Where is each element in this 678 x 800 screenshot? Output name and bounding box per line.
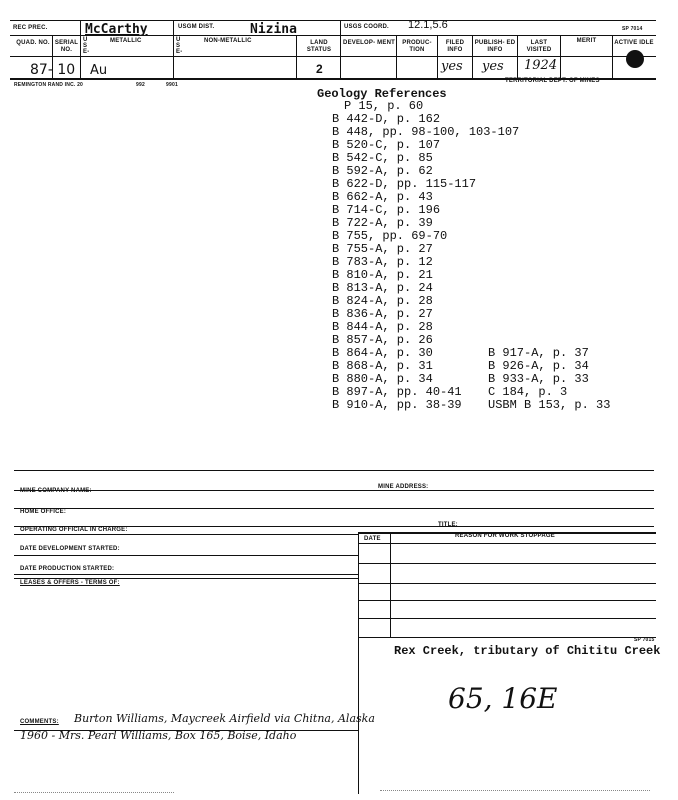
reference-item: B 813-A, p. 24 <box>332 281 433 295</box>
reference-item: B 442-D, p. 162 <box>332 112 441 126</box>
reference-item: B 868-A, p. 31 <box>332 359 433 373</box>
reference-item: C 184, p. 3 <box>488 385 568 399</box>
usgs-coord-value: 12.1,5.6 <box>408 19 448 31</box>
reference-item: B 844-A, p. 28 <box>332 320 433 334</box>
reason-work-stoppage-label: REASON FOR WORK STOPPAGE <box>455 533 555 539</box>
reference-item: B 933-A, p. 33 <box>488 372 589 386</box>
handwritten-reference: 65, 16E <box>448 682 558 715</box>
printer-label: REMINGTON RAND INC. 20 <box>14 82 84 88</box>
active-dot <box>626 50 644 68</box>
printer-code-2: 9901 <box>166 82 178 88</box>
non-metallic-use-prefix: U S E- <box>176 37 183 55</box>
printer-code-1: 992 <box>136 82 145 88</box>
quad-no-label: QUAD. NO. <box>16 40 50 46</box>
reference-item: B 910-A, pp. 38-39 <box>332 398 462 412</box>
reference-item: B 520-C, p. 107 <box>332 138 441 152</box>
last-visited-value: 1924 <box>524 58 558 73</box>
reference-item: B 926-A, p. 34 <box>488 359 589 373</box>
reference-item: B 622-D, pp. 115-117 <box>332 177 477 191</box>
published-info-label: PUBLISH- ED INFO <box>474 40 516 53</box>
references-title: Geology References <box>317 87 447 101</box>
filed-info-value: yes <box>441 59 463 74</box>
reference-item: P 15, p. 60 <box>344 99 424 113</box>
reference-item: B 755, pp. 69-70 <box>332 229 448 243</box>
reference-item: B 542-C, p. 85 <box>332 151 433 165</box>
production-label: PRODUC- TION <box>402 40 432 53</box>
metallic-label: METALLIC <box>110 38 142 44</box>
merit-label: MERIT <box>576 38 597 44</box>
usgs-coord-label: USGS COORD. <box>344 24 389 30</box>
home-office-label: HOME OFFICE: <box>20 509 67 515</box>
dept-label: TERRITORIAL DEPT. OF MINES <box>505 78 600 84</box>
published-info-value: yes <box>482 59 504 74</box>
form-number-bottom: SP 7015 <box>634 637 655 643</box>
title-label: TITLE: <box>438 522 458 528</box>
reference-item: USBM B 153, p. 33 <box>488 398 611 412</box>
usgm-dist-value: Nizina <box>250 22 297 37</box>
rec-prec-value: McCarthy <box>85 22 148 37</box>
quad-serial-value: 87- 10 <box>30 62 76 78</box>
mine-company-name-label: MINE COMPANY NAME: <box>20 488 92 494</box>
date-column-label: DATE <box>364 536 381 542</box>
reference-item: B 783-A, p. 12 <box>332 255 433 269</box>
form-number-top: SP 7014 <box>622 26 643 32</box>
date-development-started-label: DATE DEVELOPMENT STARTED: <box>20 546 120 552</box>
location-text: Rex Creek, tributary of Chititu Creek <box>394 644 661 658</box>
rec-prec-label: REC PREC. <box>13 25 48 31</box>
mine-address-label: MINE ADDRESS: <box>378 484 429 490</box>
reference-item: B 662-A, p. 43 <box>332 190 433 204</box>
filed-info-label: FILED INFO <box>445 40 465 53</box>
reference-item: B 897-A, pp. 40-41 <box>332 385 462 399</box>
usgm-dist-label: USGM DIST. <box>178 24 215 30</box>
active-idle-label: ACTIVE IDLE <box>614 40 654 46</box>
reference-item: B 836-A, p. 27 <box>332 307 433 321</box>
non-metallic-label: NON-METALLIC <box>204 38 252 44</box>
land-status-label: LAND STATUS <box>306 40 332 53</box>
date-production-started-label: DATE PRODUCTION STARTED: <box>20 566 115 572</box>
reference-item: B 592-A, p. 62 <box>332 164 433 178</box>
reference-item: B 864-A, p. 30 <box>332 346 433 360</box>
reference-item: B 755-A, p. 27 <box>332 242 433 256</box>
reference-item: B 857-A, p. 26 <box>332 333 433 347</box>
reference-item: B 722-A, p. 39 <box>332 216 433 230</box>
operating-official-label: OPERATING OFFICIAL IN CHARGE: <box>20 527 128 533</box>
comments-line-1: Burton Williams, Maycreek Airfield via Chitna, Alaska <box>74 712 375 725</box>
land-status-value: 2 <box>316 62 323 76</box>
metallic-use-prefix: U S E- <box>83 37 90 55</box>
comments-line-2: 1960 - Mrs. Pearl Williams, Box 165, Boise, Idaho <box>20 729 297 742</box>
reference-item: B 714-C, p. 196 <box>332 203 441 217</box>
reference-item: B 810-A, p. 21 <box>332 268 433 282</box>
leases-offers-label: LEASES & OFFERS - TERMS OF: <box>20 580 120 586</box>
reference-item: B 917-A, p. 37 <box>488 346 589 360</box>
serial-no-label: SERIAL NO. <box>54 40 79 53</box>
reference-item: B 824-A, p. 28 <box>332 294 433 308</box>
reference-item: B 448, pp. 98-100, 103-107 <box>332 125 520 139</box>
metallic-value: Au <box>90 63 108 78</box>
last-visited-label: LAST VISITED <box>526 40 552 53</box>
comments-label: COMMENTS: <box>20 719 59 725</box>
development-label: DEVELOP- MENT <box>343 40 395 46</box>
reference-item: B 880-A, p. 34 <box>332 372 433 386</box>
